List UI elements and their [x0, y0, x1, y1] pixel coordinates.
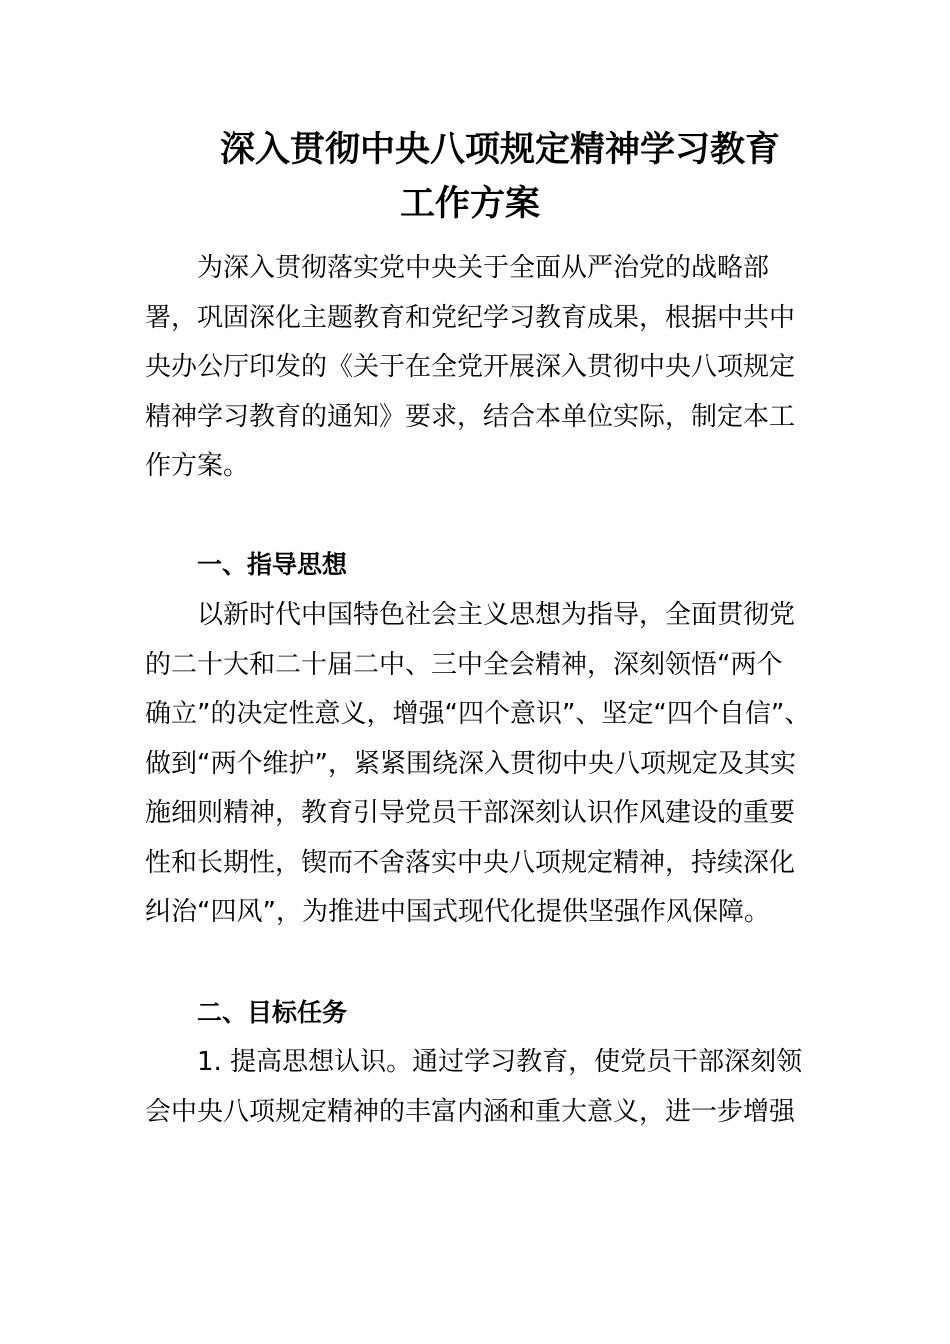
section-1-line: 纠治“四风”，为推进中国式现代化提供坚强作风保障。 — [145, 897, 770, 927]
intro-line: 央办公厅印发的《关于在全党开展深入贯彻中央八项规定 — [145, 352, 796, 382]
section-1-line: 施细则精神，教育引导党员干部深刻认识作风建设的重要 — [145, 798, 796, 828]
intro-paragraph — [145, 244, 810, 492]
section-heading-guiding-thought: 一、指导思想 — [197, 550, 348, 579]
section-1-line: 以新时代中国特色社会主义思想为指导，全面贯彻党 — [197, 600, 796, 630]
intro-line: 为深入贯彻落实党中央关于全面从严治党的战略部 — [197, 253, 770, 283]
intro-line: 署，巩固深化主题教育和党纪学习教育成果，根据中共中 — [145, 302, 796, 333]
section-1-line: 性和长期性，锲而不舍落实中央八项规定精神，持续深化 — [145, 847, 796, 878]
document-title-line-1: 深入贯彻中央八项规定精神学习教育 — [220, 130, 781, 170]
section-2-line: 会中央八项规定精神的丰富内涵和重大意义，进一步增强 — [145, 1096, 796, 1127]
intro-line: 作方案。 — [145, 451, 250, 481]
section-2-paragraph — [145, 1038, 810, 1137]
section-heading-goals-tasks: 二、目标任务 — [197, 998, 348, 1027]
section-1-line: 做到“两个维护”，紧紧围绕深入贯彻中央八项规定及其实 — [145, 748, 796, 779]
section-1-line: 确立”的决定性意义，增强“四个意识”、坚定“四个自信”、 — [145, 699, 811, 729]
section-1-line: 的二十大和二十届二中、三中全会精神，深刻领悟“两个 — [145, 649, 783, 680]
section-2-line: 1. 提高思想认识。通过学习教育，使党员干部深刻领 — [197, 1047, 803, 1077]
section-1-paragraph — [145, 591, 810, 938]
document-title-line-2: 工作方案 — [400, 184, 541, 224]
intro-line: 精神学习教育的通知》要求，结合本单位实际，制定本工 — [145, 401, 796, 432]
